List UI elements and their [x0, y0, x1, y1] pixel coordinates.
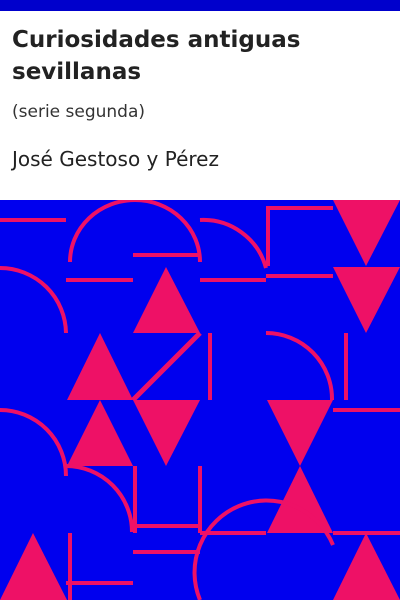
cover-art	[0, 200, 400, 600]
top-bar	[0, 0, 400, 11]
book-author: José Gestoso y Pérez	[12, 147, 219, 171]
book-title: Curiosidades antiguas sevillanas	[12, 27, 301, 85]
book-subtitle: (serie segunda)	[12, 102, 146, 122]
